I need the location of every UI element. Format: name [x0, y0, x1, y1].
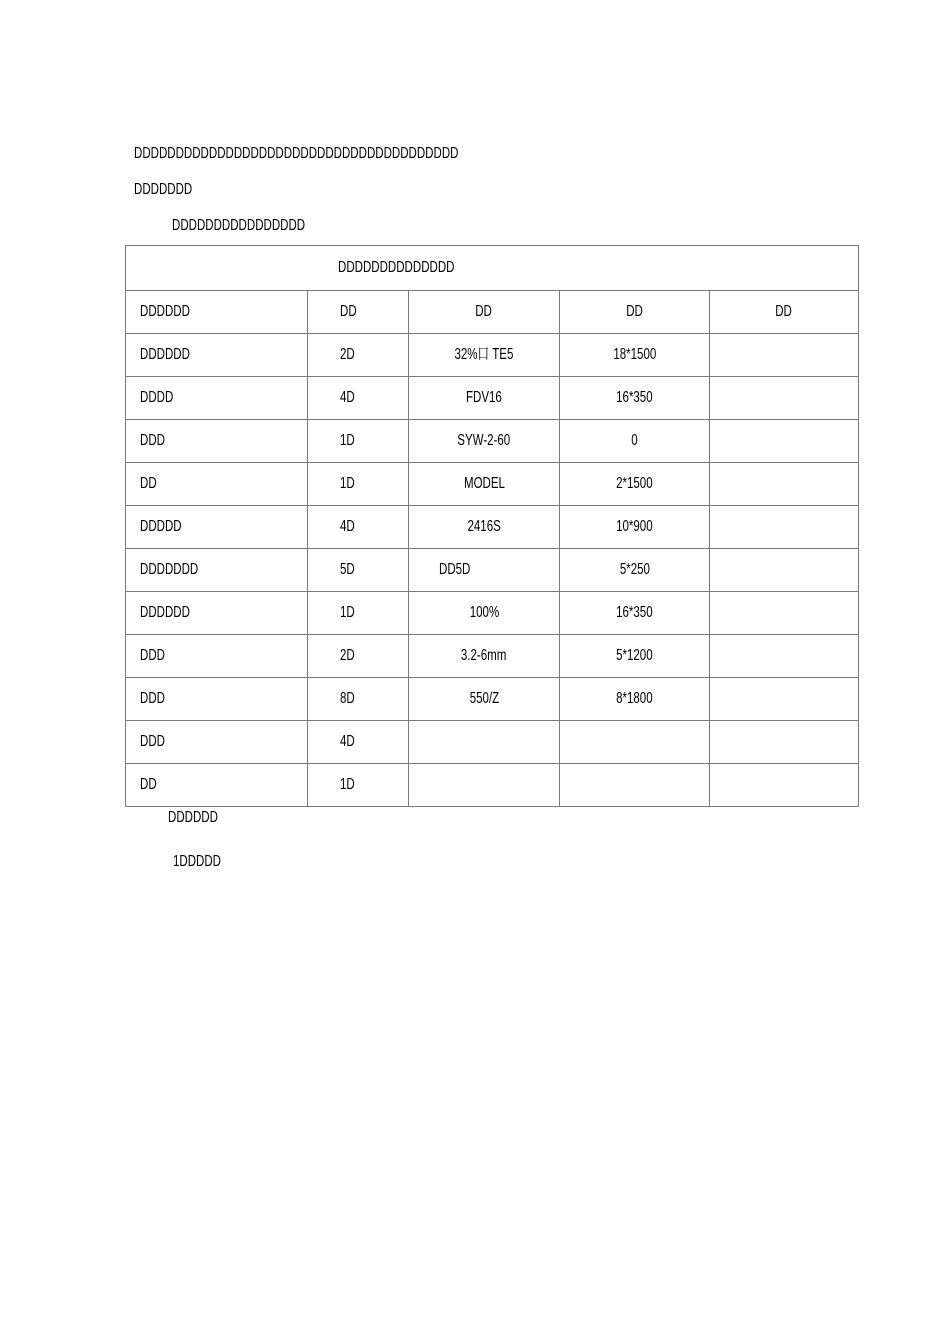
table-cell-text: 2D [340, 346, 355, 363]
table-cell [710, 549, 859, 592]
table-cell-text: 3.2-6mm [461, 647, 507, 664]
heading-line-1-text: DDDDDDDDDDDDDDDDDDDDDDDDDDDDDDDDDDDDDDD [134, 145, 459, 162]
table-cell [710, 334, 859, 377]
header-cell-text: DD [626, 303, 643, 320]
table-title-row [126, 246, 859, 291]
table-cell [560, 764, 710, 807]
table-cell-text: DD5D [439, 561, 471, 578]
table-row [126, 463, 859, 506]
table-cell [409, 506, 560, 549]
table-cell-text: DDD [140, 690, 165, 707]
table-cell [409, 549, 560, 592]
table-cell [409, 420, 560, 463]
table-cell [308, 420, 409, 463]
header-cell [308, 291, 409, 334]
table-cell [409, 678, 560, 721]
table-row [126, 635, 859, 678]
table-cell [126, 549, 308, 592]
table-cell [710, 377, 859, 420]
table-row [126, 377, 859, 420]
table-cell [126, 506, 308, 549]
table-cell-text: DD [140, 776, 157, 793]
footer-line-1 [168, 809, 237, 827]
header-cell-text: DDDDDD [140, 303, 190, 320]
table-cell [126, 764, 308, 807]
table-cell-text: 32%口 TE5 [454, 346, 514, 363]
heading-line-1 [134, 145, 585, 163]
table-cell [409, 721, 560, 764]
table-cell [308, 764, 409, 807]
footer-line-1-text: DDDDDD [168, 809, 218, 826]
table-cell [308, 377, 409, 420]
table-row [126, 764, 859, 807]
table-cell [308, 721, 409, 764]
table-cell [409, 377, 560, 420]
table-cell [126, 463, 308, 506]
table-cell [126, 334, 308, 377]
table-cell-text: 8*1800 [616, 690, 653, 707]
table-cell [409, 764, 560, 807]
table-title-cell [126, 246, 859, 291]
table-cell [308, 592, 409, 635]
table-caption-text: DDDDDDDDDDDDDDDD [172, 217, 306, 234]
table-cell-text: 10*900 [616, 518, 653, 535]
table-cell-text: 4D [340, 518, 355, 535]
table-cell-text: 2*1500 [616, 475, 653, 492]
heading-line-2-text: DDDDDDD [134, 181, 193, 198]
header-cell [126, 291, 308, 334]
table-cell-text: 5D [340, 561, 355, 578]
table-cell [560, 334, 710, 377]
table-cell [126, 678, 308, 721]
header-cell [409, 291, 560, 334]
table-row [126, 549, 859, 592]
table-cell [560, 592, 710, 635]
table-cell-text: 1D [340, 475, 355, 492]
table-cell-text: 100% [469, 604, 499, 621]
table-cell-text: SYW-2-60 [457, 432, 511, 449]
table-cell [560, 635, 710, 678]
table-cell-text: 16*350 [616, 389, 653, 406]
table-cell [560, 463, 710, 506]
table-cell [409, 592, 560, 635]
table-cell [560, 678, 710, 721]
table-cell [409, 635, 560, 678]
table-cell-text: 1D [340, 604, 355, 621]
table-cell-text: 2D [340, 647, 355, 664]
header-cell-text: DD [340, 303, 357, 320]
table-cell [560, 506, 710, 549]
table-cell-text: 0 [631, 432, 638, 449]
table-cell-text: FDV16 [466, 389, 502, 406]
header-cell-text: DD [475, 303, 493, 320]
table-cell [560, 377, 710, 420]
table-row [126, 678, 859, 721]
table-cell [126, 377, 308, 420]
table-cell-text: 4D [340, 389, 355, 406]
table-cell [409, 334, 560, 377]
table-cell [560, 549, 710, 592]
table-cell-text: 18*1500 [613, 346, 656, 363]
table-cell [308, 506, 409, 549]
table-cell [126, 420, 308, 463]
table-cell [710, 764, 859, 807]
table-cell-text: DD [140, 475, 157, 492]
table-cell-text: DDD [140, 733, 165, 750]
table-row [126, 506, 859, 549]
equipment-table [125, 245, 859, 807]
table-cell-text: DDDDDD [140, 604, 190, 621]
footer-line-2-text: 1DDDDD [173, 853, 222, 870]
table-cell-text: DDDDD [140, 518, 182, 535]
table-cell [126, 635, 308, 678]
table-cell-text: 1D [340, 776, 355, 793]
header-cell [560, 291, 710, 334]
table-cell [710, 678, 859, 721]
footer-line-2 [173, 853, 240, 871]
table-cell-text: 5*250 [619, 561, 650, 578]
table-cell-text: DDD [140, 432, 165, 449]
table-cell [560, 420, 710, 463]
table-cell [710, 420, 859, 463]
table-header-row [126, 291, 859, 334]
table-cell [560, 721, 710, 764]
table-cell [710, 506, 859, 549]
table-cell [126, 721, 308, 764]
table-cell [710, 592, 859, 635]
table-cell-text: 2416S [467, 518, 501, 535]
table-cell-text: 8D [340, 690, 355, 707]
header-cell [710, 291, 859, 334]
table-cell-text: DDDD [140, 389, 174, 406]
table-cell [308, 463, 409, 506]
table-cell [308, 635, 409, 678]
table-cell-text: 550/Z [469, 690, 499, 707]
table-row [126, 334, 859, 377]
table-cell-text: 5*1200 [616, 647, 653, 664]
table-caption-line [172, 217, 357, 235]
table-cell [409, 463, 560, 506]
table-cell [710, 635, 859, 678]
table-cell-text: 16*350 [616, 604, 653, 621]
header-cell-text: DD [775, 303, 793, 320]
table-cell [308, 549, 409, 592]
table-cell-text: DDDDDDD [140, 561, 199, 578]
table-cell-text: DDD [140, 647, 165, 664]
table-cell [710, 463, 859, 506]
table-cell-text: 4D [340, 733, 355, 750]
table-title: DDDDDDDDDDDDDD [338, 259, 455, 276]
table-cell-text: DDDDDD [140, 346, 190, 363]
table-cell-text: 1D [340, 432, 355, 449]
table-cell [308, 678, 409, 721]
heading-line-2 [134, 181, 215, 199]
table-cell-text: MODEL [463, 475, 505, 492]
table-cell [308, 334, 409, 377]
table-row [126, 420, 859, 463]
table-row [126, 592, 859, 635]
table-cell [126, 592, 308, 635]
table-row [126, 721, 859, 764]
table-cell [710, 721, 859, 764]
